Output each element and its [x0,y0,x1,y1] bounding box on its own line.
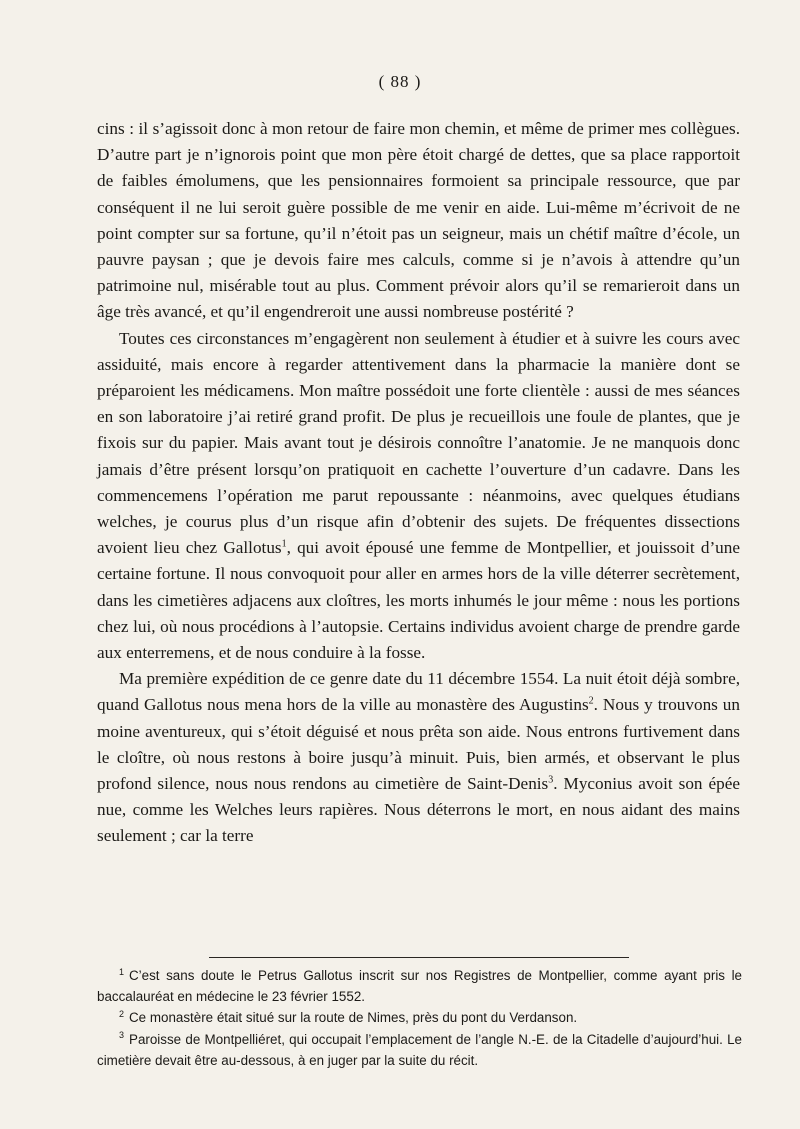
footnote-mark-3: 3 [119,1030,125,1041]
paragraph-3: Ma première expédition de ce genre date du 11 décembre 1554. La nuit étoit déjà sombre, quand Gallotus nous mena hors de la ville au monastère des Augustins$^2$. Nous y trouvons un moine aventureux, qui s’étoit déguisé et nous prêta son aide. Nous entrons furtivement dans le cloître, où nous restons à boire jusqu’à minuit. Puis, bien armés, et observant le plus profond silence, nous nous rendons au cimetière de Saint-Denis$^3$. Myconius avoit son épée nue, comme les Welches leurs rapières. Nous déterrons le mort, en nous aidant des mains seulement ; car la terre [97,669,740,846]
paragraph-1: cins : il s’agissoit donc à mon retour de faire mon chemin, et même de primer mes collègues. D’autre part je n’ignorois point que mon père étoit chargé de dettes, que sa place rapportoit de faibles émolumens, que les pensionnaires formoient sa principale ressource, que par conséquent il ne lui seroit guère possible de me venir en aide. Lui-même m’écrivoit de ne point compter sur sa fortune, qu’il n’étoit pas un seigneur, mais un chétif maître d’école, un pauvre paysan ; que je devois faire mes calculs, comme si je n’avois à attendre qu’un patrimoine nul, misérable tout au plus. Comment prévoir alors qu’il se remarieroit dans un âge très avancé, et qu’il engendreroit une aussi nombreuse postérité ? [97,119,740,322]
paragraph-2: Toutes ces circonstances m’engagèrent non seulement à étudier et à suivre les cours avec assiduité, mais encore à regarder attentivement dans la pharmacie la manière dont se préparoient les médicamens. Mon maître possédoit une forte clientèle : aussi de mes séances en son laboratoire j’ai retiré grand profit. De plus je recueillois une foule de plantes, que je fixois sur du papier. Mais avant tout je désirois connoître l’anatomie. Je ne manquois donc jamais d’être présent lorsqu’on pratiquoit en cachette l’ouverture d’un cadavre. Dans les commencemens l’opération me parut repoussante : néanmoins, avec quelques étudians welches, je courus plus d’un risque afin d’obtenir des sujets. De fréquentes dissections avoient lieu chez Gallotus$^1$, qui avoit épousé une femme de Montpellier, et jouissoit d’une certaine fortune. Il nous convoquoit pour aller en armes hors de la ville déterrer secrètement, dans les cimetières adjacens aux cloîtres, les morts inhumés le jour même : nous les portions chez lui, où nous procédions à l’autopsie. Certains individus avoient charge de prendre garde aux enterremens, et de nous conduire à la fosse. [97,328,740,663]
footnote-divider [209,957,629,958]
footnote-1: $^1$ C’est sans doute le Petrus Gallotus inscrit sur nos Registres de Montpellier, comme ayant pris le baccalauréat en médecine le 23 février 1552. [97,966,742,1005]
page-number: ( 88 ) [378,72,422,91]
footnote-mark-1: 1 [119,966,125,977]
footnote-2: $^2$ Ce monastère était situé sur la route de Nimes, près du pont du Verdanson. [119,1008,578,1026]
footnote-ref-1[interactable]: 1 [281,538,287,550]
footnote-ref-3[interactable]: 3 [548,774,554,786]
footnotes [97,965,742,1071]
footnote-mark-2: 2 [119,1008,125,1019]
footnote-3: $^3$ Paroisse de Montpelliéret, qui occupait l’emplacement de l’angle N.-E. de la Citadelle d’aujourd’hui. Le cimetière devait être au-dessous, à en juger par la suite du récit. [97,1030,742,1068]
footnote-ref-2[interactable]: 2 [588,695,594,707]
main-text [97,116,740,850]
